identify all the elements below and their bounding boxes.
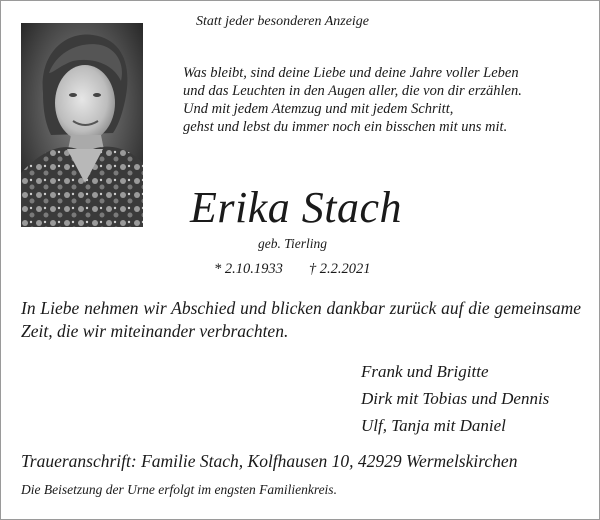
portrait-photo — [21, 23, 143, 227]
mourner: Ulf, Tanja mit Daniel — [361, 416, 506, 435]
poem-line: Und mit jedem Atemzug und mit jedem Schritt, — [183, 101, 454, 117]
deceased-name: Erika Stach — [190, 183, 403, 232]
farewell-message: In Liebe nehmen wir Abschied und blicken dankbar zurück auf die gemeinsame Zeit, die wir miteinander verbrachten. — [21, 298, 581, 341]
death-date: † 2.2.2021 — [308, 261, 371, 277]
burial-note: Die Beisetzung der Urne erfolgt im engsten Familienkreis. — [21, 482, 337, 497]
mourner: Dirk mit Tobias und Dennis — [361, 389, 550, 408]
mourner: Frank und Brigitte — [361, 362, 489, 381]
mourning-address: Traueranschrift: Familie Stach, Kolfhausen 10, 42929 Wermelskirchen — [21, 451, 518, 471]
poem-line: gehst und lebst du immer noch ein bisschen mit uns mit. — [183, 119, 508, 135]
poem-line: Was bleibt, sind deine Liebe und deine Jahre voller Leben — [183, 65, 519, 81]
intro-text: Statt jeder besonderen Anzeige — [196, 14, 370, 29]
life-dates — [214, 261, 371, 278]
poem — [183, 64, 522, 136]
poem-line: und das Leuchten in den Augen aller, die von dir erzählen. — [183, 83, 522, 99]
maiden-name: geb. Tierling — [258, 236, 328, 251]
portrait-photo-icon — [21, 23, 143, 227]
birth-date: * 2.10.1933 — [214, 261, 283, 277]
mourners-list — [361, 358, 549, 439]
